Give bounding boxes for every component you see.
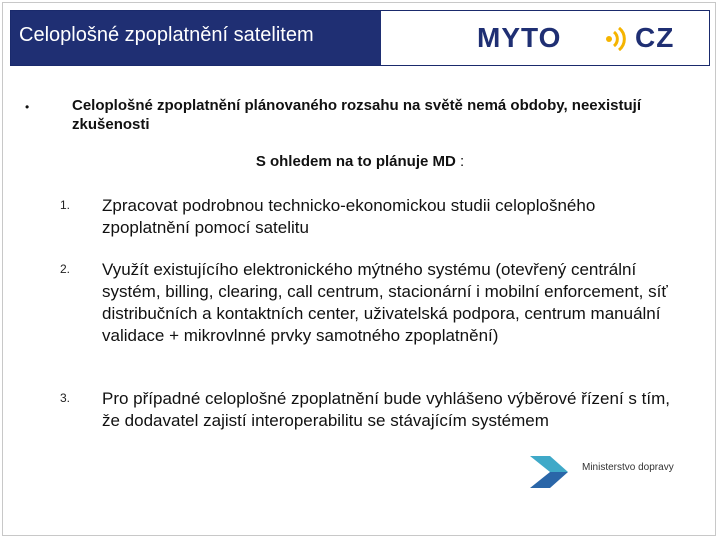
list-number: 3. — [60, 391, 71, 405]
subheading — [0, 152, 720, 171]
ministry-name: Ministerstvo dopravy — [582, 462, 674, 473]
slide-header — [10, 10, 710, 66]
list-text: Zpracovat podrobnou technicko-ekonomickou studii celoplošného zpoplatnění pomocí satelitu — [102, 196, 596, 237]
logo-myto-text: MYTO — [477, 22, 562, 53]
list-number: 2. — [60, 262, 71, 276]
list-text: Pro případné celoplošné zpoplatnění bude vyhlášeno výběrové řízení s tím, že dodavatel zajistí interoperabilitu se stávajícím systémem — [102, 389, 670, 430]
list-number: 1. — [60, 198, 71, 212]
myto-cz-logo — [467, 22, 707, 53]
subheading-lead: S ohledem na to plánuje MD — [255, 153, 456, 170]
signal-waves-icon — [605, 27, 631, 51]
intro-text: Celoplošné zpoplatnění plánovaného rozsahu na světě nemá obdoby, neexistují zkušenosti — [72, 97, 641, 133]
subheading-tail: : — [455, 153, 465, 170]
ministry-logo — [528, 452, 708, 496]
list-text: Využít existujícího elektronického mýtného systému (otevřený centrální systém, billing, clearing, call centrum, stacionární i mobilní enforcement, síť distribučních a kontaktních center, uživatelská podpora, centrum manuální validace + mikrovlnné prvky samotného zpoplatnění) — [102, 260, 668, 345]
slide-title: Celoplošné zpoplatnění satelitem — [19, 24, 314, 46]
bullet-marker: • — [25, 100, 30, 114]
title-bar — [11, 11, 381, 65]
logo-cz-text: CZ — [635, 22, 675, 53]
ministry-emblem-icon — [528, 452, 578, 492]
